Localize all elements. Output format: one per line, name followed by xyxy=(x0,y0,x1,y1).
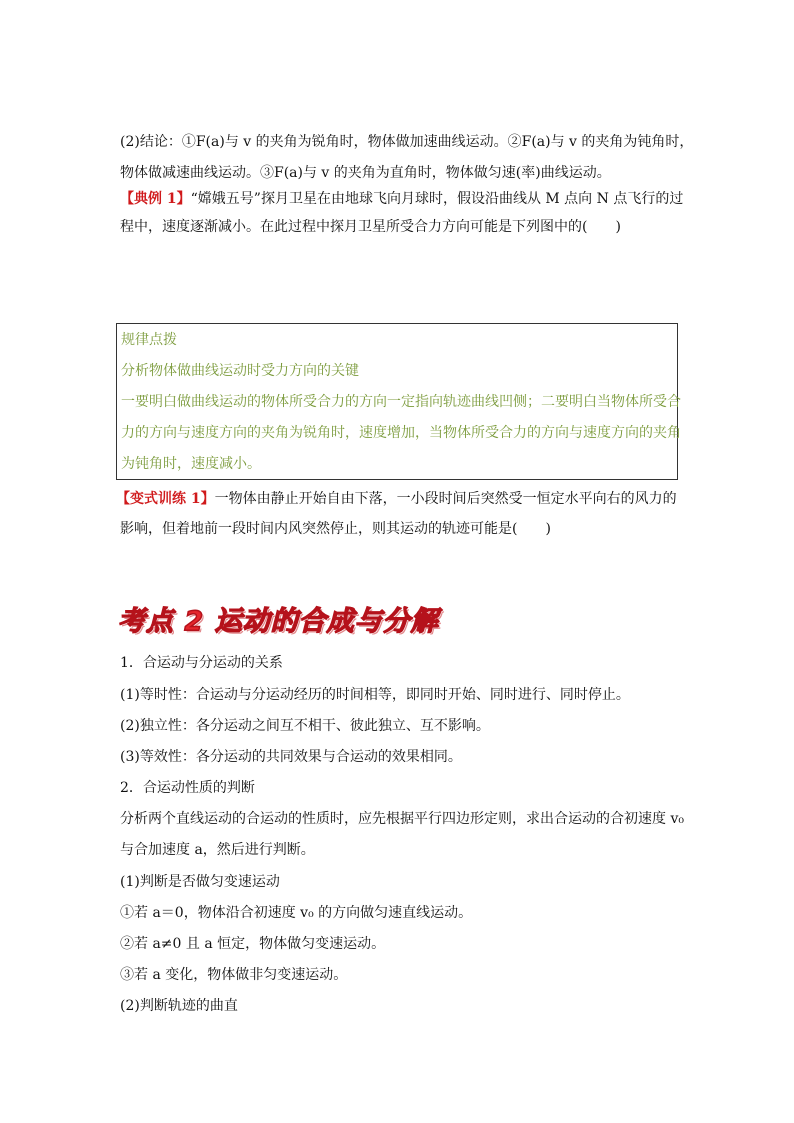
analysis-line-2: 与合加速度 a，然后进行判断。 xyxy=(120,842,315,858)
conclusion-line-2: 物体做减速曲线运动。③F(a)与 v 的夹角为直角时，物体做匀速(率)曲线运动。 xyxy=(120,165,611,181)
case-a-zero: ①若 a＝0，物体沿合初速度 v₀ 的方向做匀速直线运动。 xyxy=(120,905,473,921)
section-1-title: 1．合运动与分运动的关系 xyxy=(120,655,283,671)
tip-title: 规律点拨 xyxy=(121,332,177,348)
drill-1-tag: 【变式训练 1】 xyxy=(116,491,215,507)
example-1-line-2: 程中，速度逐渐减小。在此过程中探月卫星所受合力方向可能是下列图中的( ) xyxy=(120,219,621,235)
drill-1-text-1: 一物体由静止开始自由下落，一小段时间后突然受一恒定水平向右的风力的 xyxy=(214,491,677,507)
tip-line-3: 为钝角时，速度减小。 xyxy=(121,456,261,472)
trajectory-title: (2)判断轨迹的曲直 xyxy=(120,998,238,1014)
example-1-text-1: “嫦娥五号”探月卫星在由地球飞向月球时，假设沿曲线从 M 点向 N 点飞行的过 xyxy=(190,191,684,207)
section-2-title: 2．合运动性质的判断 xyxy=(120,780,255,796)
equivalence-line: (3)等效性：各分运动的共同效果与合运动的效果相同。 xyxy=(120,749,462,765)
drill-1-line-2: 影响，但着地前一段时间内风突然停止，则其运动的轨迹可能是( ) xyxy=(120,521,551,537)
drill-1-line-1 xyxy=(116,489,677,509)
case-a-varying: ③若 a 变化，物体做非匀变速运动。 xyxy=(120,967,348,983)
tip-box xyxy=(116,323,681,480)
conclusion-line-1: (2)结论：①F(a)与 v 的夹角为锐角时，物体做加速曲线运动。②F(a)与 v 的夹角为钝角时， xyxy=(120,134,694,150)
section-heading: 考点 2 运动的合成与分解 xyxy=(118,606,439,637)
independence-line: (2)独立性：各分运动之间互不相干、彼此独立、互不影响。 xyxy=(120,718,490,734)
tip-line-2: 力的方向与速度方向的夹角为锐角时，速度增加，当物体所受合力的方向与速度方向的夹角 xyxy=(121,425,681,441)
analysis-line-1: 分析两个直线运动的合运动的性质时，应先根据平行四边形定则，求出合运动的合初速度 v₀ xyxy=(120,811,684,827)
simultaneity-line: (1)等时性：合运动与分运动经历的时间相等，即同时开始、同时进行、同时停止。 xyxy=(120,687,630,703)
example-1-line-1 xyxy=(120,189,683,209)
example-1-tag: 【典例 1】 xyxy=(120,191,191,207)
tip-line-1: 一要明白做曲线运动的物体所受合力的方向一定指向轨迹曲线凹侧；二要明白当物体所受合 xyxy=(121,394,681,410)
uniform-accel-title: (1)判断是否做匀变速运动 xyxy=(120,874,280,890)
case-a-constant: ②若 a≠0 且 a 恒定，物体做匀变速运动。 xyxy=(120,936,386,952)
tip-subtitle: 分析物体做曲线运动时受力方向的关键 xyxy=(121,363,359,379)
